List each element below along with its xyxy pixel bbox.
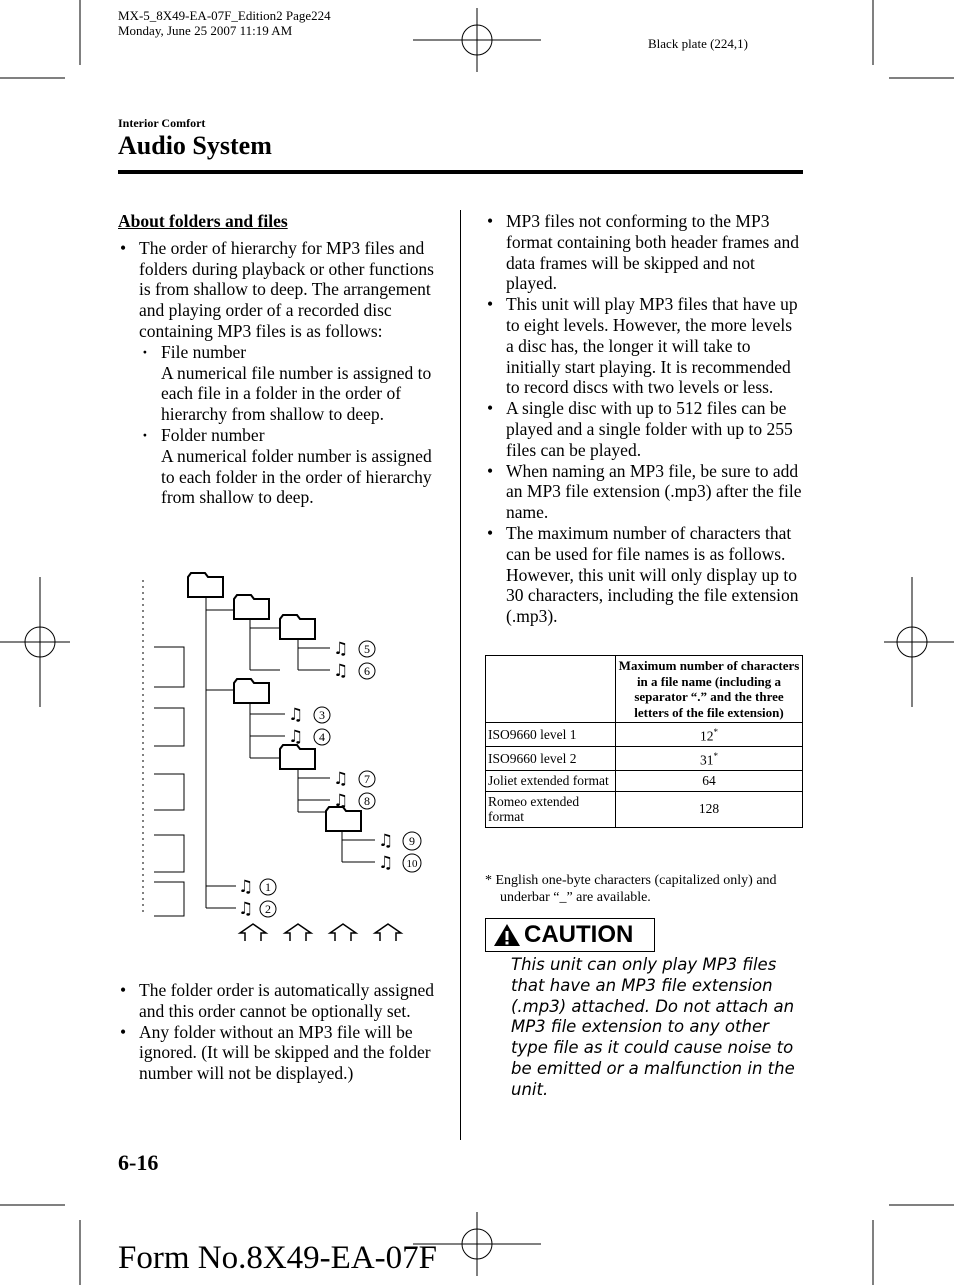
list-item: • A single disc with up to 512 files can be played and a single folder with up to 255 files can be played.: [485, 398, 803, 460]
list-item: • Any folder without an MP3 file will be ignored. (It will be skipped and the folder number will not be displayed.): [118, 1022, 443, 1084]
file-number-label: 4: [319, 730, 325, 744]
table-cell-value: [616, 723, 803, 747]
list-item: • The folder order is automatically assigned and this order cannot be optionally set.: [118, 980, 443, 1022]
left-column: [118, 211, 443, 508]
file-number-label: 7: [364, 772, 370, 786]
sub-item-title: · File number: [161, 341, 247, 362]
print-file-line: MX-5_8X49-EA-07F_Edition2 Page224: [118, 8, 331, 23]
intro-list: [118, 238, 443, 508]
up-arrow-icon: [330, 924, 356, 941]
sub-list-item: [139, 425, 443, 508]
section-label: Interior Comfort: [118, 116, 206, 130]
sub-list-item: [139, 342, 443, 425]
caution-text: This unit can only play MP3 files that have an MP3 file extension (.mp3) attached. Do not attach an MP3 file extension to any other type file as it could cause noise to be emitted or a malfunction in the unit.: [511, 955, 795, 1099]
table-row: [486, 771, 803, 792]
sub-item-text: A numerical file number is assigned to each file in a folder in the order of hierarchy from shallow to deep.: [161, 362, 432, 425]
caution-label: CAUTION: [524, 921, 634, 948]
right-column: [485, 211, 803, 627]
music-note-icon: ♫: [238, 899, 254, 919]
table-row: [486, 723, 803, 747]
music-note-icon: ♫: [378, 831, 394, 851]
column-divider: [460, 210, 461, 1140]
sub-item-title: · Folder number: [161, 424, 265, 445]
section-heading: About folders and files: [118, 211, 288, 231]
table-cell-value: [616, 747, 803, 771]
intro-bullet-text: The order of hierarchy for MP3 files and folders during playback or other functions is from shallow to deep. The arrangement and playing order of a recorded disc containing MP3 files is as follows:: [139, 237, 434, 341]
list-item: • When naming an MP3 file, be sure to add an MP3 file extension (.mp3) after the file name.: [485, 461, 803, 523]
warning-icon: [492, 922, 522, 948]
file-number-label: 8: [364, 794, 370, 808]
table-header: Maximum number of characters in a file name (including a separator “.” and the three letters of the file extension): [616, 656, 803, 723]
form-number: Form No.8X49-EA-07F: [118, 1240, 437, 1276]
music-note-icon: ♫: [288, 727, 304, 747]
list-item: [118, 238, 443, 508]
music-note-icon: ♫: [333, 661, 349, 681]
sub-item-text: A numerical folder number is assigned to each folder in the order of hierarchy from shallow to deep.: [161, 445, 432, 508]
music-note-icon: ♫: [333, 791, 349, 811]
bottom-list: [118, 980, 443, 1084]
plate-label: Black plate (224,1): [648, 36, 748, 51]
music-note-icon: ♫: [288, 705, 304, 725]
table-cell-format: Joliet extended format: [486, 771, 616, 792]
value-text: 12: [700, 728, 714, 744]
file-number-label: 5: [364, 642, 370, 656]
footnote-mark: *: [713, 751, 718, 761]
table-cell-value: 64: [616, 771, 803, 792]
folder-icon: [234, 595, 269, 619]
table-cell-format: ISO9660 level 2: [486, 747, 616, 771]
right-list: [485, 211, 803, 627]
file-number-label: 1: [265, 880, 271, 894]
caution-box: [485, 918, 655, 952]
table-cell-format: ISO9660 level 1: [486, 723, 616, 747]
file-number-label: 9: [409, 834, 415, 848]
left-column-bottom: [118, 980, 443, 1084]
print-date-line: Monday, June 25 2007 11:19 AM: [118, 23, 293, 38]
table-header-row: [486, 656, 803, 723]
value-text: 31: [700, 752, 714, 768]
print-header: [118, 8, 331, 38]
folder-icon: [234, 679, 269, 703]
table-cell-value: 128: [616, 791, 803, 827]
table-row: [486, 747, 803, 771]
file-number-label: 2: [265, 902, 271, 916]
folder-icon: [280, 745, 315, 769]
music-note-icon: ♫: [238, 877, 254, 897]
up-arrow-icon: [375, 924, 401, 941]
up-arrow-icon: [285, 924, 311, 941]
table-cell-format: Romeo extended format: [486, 791, 616, 827]
folder-icon: [280, 615, 315, 639]
folder-hierarchy-diagram: [130, 560, 440, 950]
music-note-icon: ♫: [333, 639, 349, 659]
list-item: • The maximum number of characters that can be used for file names is as follows. However, this unit will only display up to 30 characters, including the file extension (.mp3).: [485, 523, 803, 627]
file-number-label: 3: [319, 708, 325, 722]
sub-list: [139, 342, 443, 508]
footnote-mark: *: [713, 727, 718, 737]
page-number: 6-16: [118, 1150, 159, 1175]
table-header-blank: [486, 656, 616, 723]
list-item: • MP3 files not conforming to the MP3 format containing both header frames and data frames will be skipped and not played.: [485, 211, 803, 294]
folder-icon: [188, 573, 223, 597]
file-number-label: 10: [406, 858, 418, 870]
file-number-label: 6: [364, 664, 370, 678]
list-item: • This unit will play MP3 files that have up to eight levels. However, the more levels a disc has, the longer it will take to initially start playing. It is recommended to record discs with two levels or less.: [485, 294, 803, 398]
music-note-icon: ♫: [378, 853, 394, 873]
title-rule: [118, 170, 803, 174]
table-footnote: * English one-byte characters (capitalized only) and underbar “_” are available.: [485, 873, 777, 905]
up-arrow-icon: [240, 924, 266, 941]
filename-length-table: [485, 655, 803, 828]
table-row: [486, 791, 803, 827]
music-note-icon: ♫: [333, 769, 349, 789]
page-title: Audio System: [118, 131, 272, 160]
